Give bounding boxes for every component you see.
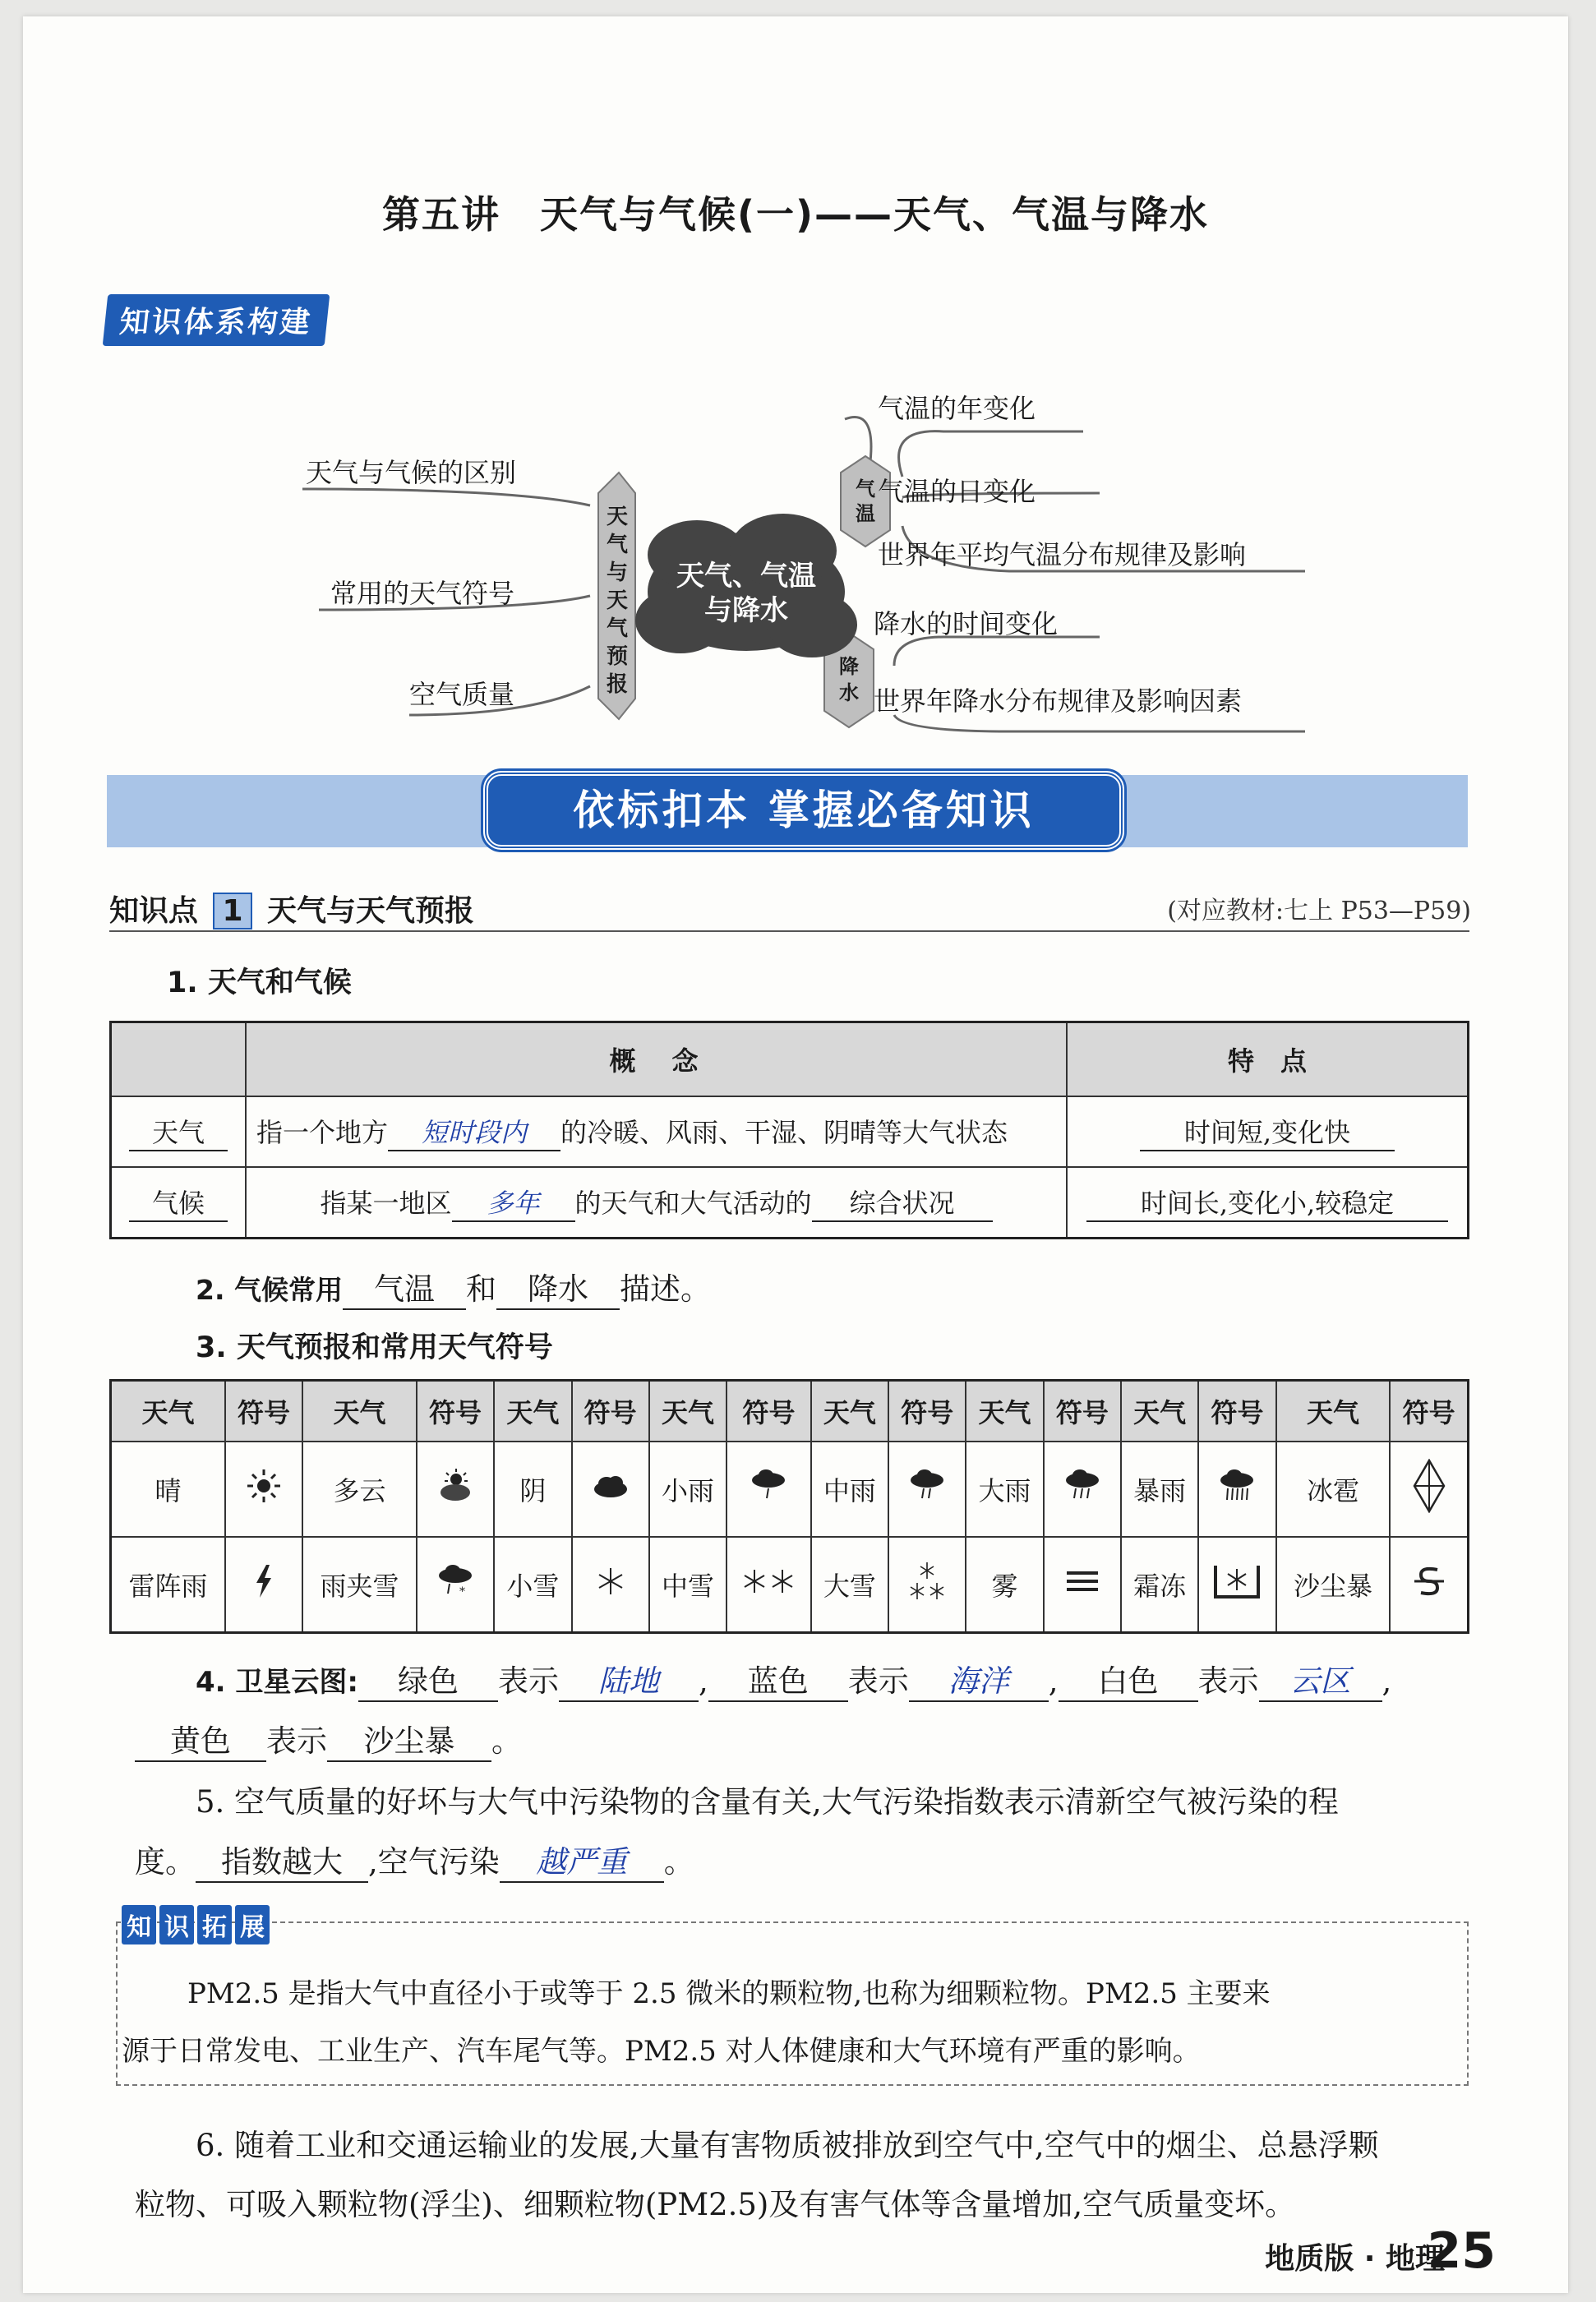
col-header-symbol: 符号 (1044, 1381, 1121, 1442)
mindmap-temp-item-2: 气温的日变化 (878, 476, 1036, 507)
q2-answer-temperature: 气温 (343, 1264, 466, 1310)
weather-symbol-table (109, 1379, 1469, 1634)
col-header-weather: 天气 (302, 1381, 417, 1442)
q5-end: 。 (663, 1844, 694, 1880)
knowledge-point-heading (109, 888, 474, 930)
page (23, 16, 1568, 2293)
col-header-weather: 天气 (494, 1381, 571, 1442)
q4-end: 。 (491, 1723, 522, 1759)
weather-name: 雷阵雨 (111, 1537, 225, 1633)
ext-tag-3: 拓 (197, 1905, 232, 1944)
section-tag: 知识体系构建 (103, 294, 330, 346)
col-header-symbol: 符号 (888, 1381, 966, 1442)
col-header-weather: 天气 (649, 1381, 727, 1442)
knowledge-extension-tag (122, 1905, 273, 1944)
mindmap-left-item-1: 天气与气候的区别 (306, 457, 517, 488)
weather-name: 小雪 (494, 1537, 571, 1633)
q2-answer-precipitation: 降水 (496, 1264, 620, 1310)
frost-icon (1198, 1537, 1275, 1633)
weather-name: 雨夹雪 (302, 1537, 417, 1633)
col-header-symbol: 符号 (1198, 1381, 1275, 1442)
light-rain-icon (727, 1442, 811, 1537)
table-header-concept: 概 念 (246, 1022, 1067, 1097)
weather-name: 大雨 (966, 1442, 1043, 1537)
q4-comma-1: , (699, 1663, 708, 1699)
q4-word-2: 表示 (847, 1663, 909, 1699)
sun-icon (225, 1442, 302, 1537)
col-header-symbol: 符号 (417, 1381, 494, 1442)
mindmap-precip-item-1: 降水的时间变化 (874, 608, 1059, 639)
mind-map (23, 16, 1568, 773)
q4-yellow: 黄色 (135, 1716, 266, 1762)
term-weather: 天气 (129, 1112, 228, 1151)
weather-name: 大雪 (811, 1537, 888, 1633)
q4-word-1: 表示 (498, 1663, 560, 1699)
q6-line2: 粒物、可吸入颗粒物(浮尘)、细颗粒物(PM2.5)及有害气体等含量增加,空气质量变坏。 (135, 2187, 1296, 2222)
col-header-weather: 天气 (111, 1381, 225, 1442)
q2-line (196, 1264, 711, 1310)
section-banner: 依标扣本 掌握必备知识 (483, 771, 1124, 850)
weather-name: 小雨 (649, 1442, 727, 1537)
row1-post: 的冷暖、风雨、干湿、阴晴等大气状态 (560, 1117, 1008, 1148)
feature-weather: 时间短,变化快 (1140, 1112, 1395, 1151)
term-climate: 气候 (129, 1183, 228, 1222)
kp-number: 1 (213, 893, 252, 930)
branch-precipitation: 降水 (839, 655, 859, 704)
weather-name: 暴雨 (1121, 1442, 1198, 1537)
center-text-2: 与降水 (704, 594, 788, 627)
row1-pre: 指一个地方 (256, 1117, 389, 1148)
q5-more-serious: 越严重 (500, 1837, 664, 1883)
partly-cloudy-icon (417, 1442, 494, 1537)
q4-word-4: 表示 (266, 1723, 327, 1759)
col-header-symbol: 符号 (572, 1381, 649, 1442)
sandstorm-icon (1390, 1537, 1468, 1633)
thunderstorm-icon (225, 1537, 302, 1633)
extension-line1: PM2.5 是指大气中直径小于或等于 2.5 微米的颗粒物,也称为细颗粒物。PM2.5 主要来 (187, 1977, 1271, 2010)
ext-tag-4: 展 (235, 1905, 270, 1944)
row2-pre: 指某一地区 (320, 1188, 452, 1219)
q5-index-larger: 指数越大 (196, 1837, 368, 1883)
moderate-rain-icon (888, 1442, 966, 1537)
q2-post: 描述。 (620, 1271, 711, 1307)
light-snow-icon (572, 1537, 649, 1633)
feature-climate: 时间长,变化小,较稳定 (1086, 1183, 1448, 1222)
col-header-symbol: 符号 (727, 1381, 811, 1442)
col-header-symbol: 符号 (1390, 1381, 1468, 1442)
q5-line2 (135, 1837, 694, 1883)
weather-name: 阴 (494, 1442, 571, 1537)
q4-comma-2: , (1048, 1663, 1059, 1699)
weather-climate-table (109, 1021, 1469, 1239)
q4-word-3: 表示 (1197, 1663, 1259, 1699)
answer-comprehensive: 综合状况 (812, 1183, 993, 1222)
q5-pre: 度。 (135, 1844, 196, 1880)
q4-label: 4. 卫星云图: (196, 1666, 359, 1699)
q1-heading: 1. 天气和气候 (167, 966, 352, 999)
q4-white: 白色 (1059, 1656, 1198, 1702)
row2-mid: 的天气和大气活动的 (574, 1188, 812, 1219)
weather-name: 冰雹 (1276, 1442, 1391, 1537)
col-header-weather: 天气 (1276, 1381, 1391, 1442)
ext-tag-2: 识 (159, 1905, 194, 1944)
kp-label: 知识点 (109, 894, 199, 928)
mindmap-precip-item-2: 世界年降水分布规律及影响因素 (874, 685, 1243, 717)
q4-land: 陆地 (559, 1656, 699, 1702)
svg-text:*: * (459, 1585, 466, 1598)
ext-tag-1: 知 (122, 1905, 156, 1944)
hail-icon (1390, 1442, 1468, 1537)
mindmap-left-item-2: 常用的天气符号 (330, 578, 515, 609)
weather-name: 晴 (111, 1442, 225, 1537)
page-number: 25 (1427, 2222, 1496, 2280)
col-header-weather: 天气 (966, 1381, 1043, 1442)
table-header-feature: 特 点 (1067, 1022, 1469, 1097)
weather-name: 中雨 (811, 1442, 888, 1537)
q6-line1: 6. 随着工业和交通运输业的发展,大量有害物质被排放到空气中,空气中的烟尘、总悬浮颗 (196, 2128, 1379, 2163)
weather-name: 沙尘暴 (1276, 1537, 1391, 1633)
weather-name: 多云 (302, 1442, 417, 1537)
table-row (111, 1442, 1469, 1537)
extension-line2: 源于日常发电、工业生产、汽车尾气等。PM2.5 对人体健康和大气环境有严重的影响。 (122, 2035, 1201, 2068)
heavy-snow-icon (888, 1537, 966, 1633)
divider (109, 930, 1469, 932)
table-header-empty (111, 1022, 247, 1097)
weather-name: 中雪 (649, 1537, 727, 1633)
center-text-1: 天气、气温 (676, 560, 816, 593)
table-row (111, 1096, 1469, 1167)
page-title: 第五讲 天气与气候(一)——天气、气温与降水 (381, 192, 1210, 237)
fog-icon (1044, 1537, 1121, 1633)
q4-line1 (196, 1656, 1391, 1702)
table-row (111, 1167, 1469, 1239)
mindmap-temp-item-3: 世界年平均气温分布规律及影响 (878, 539, 1247, 570)
rainstorm-icon (1198, 1442, 1275, 1537)
table-row (111, 1537, 1469, 1633)
q5-mid: ,空气污染 (368, 1844, 500, 1880)
q2-pre: 2. 气候常用 (196, 1274, 343, 1306)
answer-short-period: 短时段内 (388, 1112, 560, 1151)
mindmap-left-item-3: 空气质量 (409, 679, 515, 710)
kp-reference: (对应教材:七上 P53—P59) (1167, 897, 1471, 925)
q5-line1: 5. 空气质量的好坏与大气中污染物的含量有关,大气污染指数表示清新空气被污染的程 (196, 1784, 1339, 1820)
q4-sandstorm: 沙尘暴 (327, 1716, 491, 1762)
answer-many-years: 多年 (452, 1183, 575, 1222)
weather-name: 霜冻 (1121, 1537, 1198, 1633)
q4-green: 绿色 (358, 1656, 498, 1702)
footer-text: 地质版 · 地理 (1265, 2242, 1445, 2276)
branch-temperature: 气温 (856, 477, 875, 525)
moderate-snow-icon (727, 1537, 811, 1633)
q4-comma-3: , (1382, 1663, 1392, 1699)
q4-ocean: 海洋 (909, 1656, 1049, 1702)
kp-name: 天气与天气预报 (267, 894, 475, 928)
overcast-icon (572, 1442, 649, 1537)
q3-heading: 3. 天气预报和常用天气符号 (196, 1331, 553, 1364)
col-header-symbol: 符号 (225, 1381, 302, 1442)
branch-weather-forecast: 天气与天气预报 (606, 505, 628, 697)
sleet-icon (417, 1537, 494, 1633)
col-header-weather: 天气 (811, 1381, 888, 1442)
q4-blue: 蓝色 (708, 1656, 848, 1702)
col-header-weather: 天气 (1121, 1381, 1198, 1442)
q4-cloud: 云区 (1259, 1656, 1382, 1702)
q4-line2 (135, 1716, 522, 1762)
q2-mid: 和 (466, 1271, 496, 1307)
heavy-rain-icon (1044, 1442, 1121, 1537)
weather-name: 雾 (966, 1537, 1043, 1633)
mindmap-temp-item-1: 气温的年变化 (878, 393, 1036, 424)
